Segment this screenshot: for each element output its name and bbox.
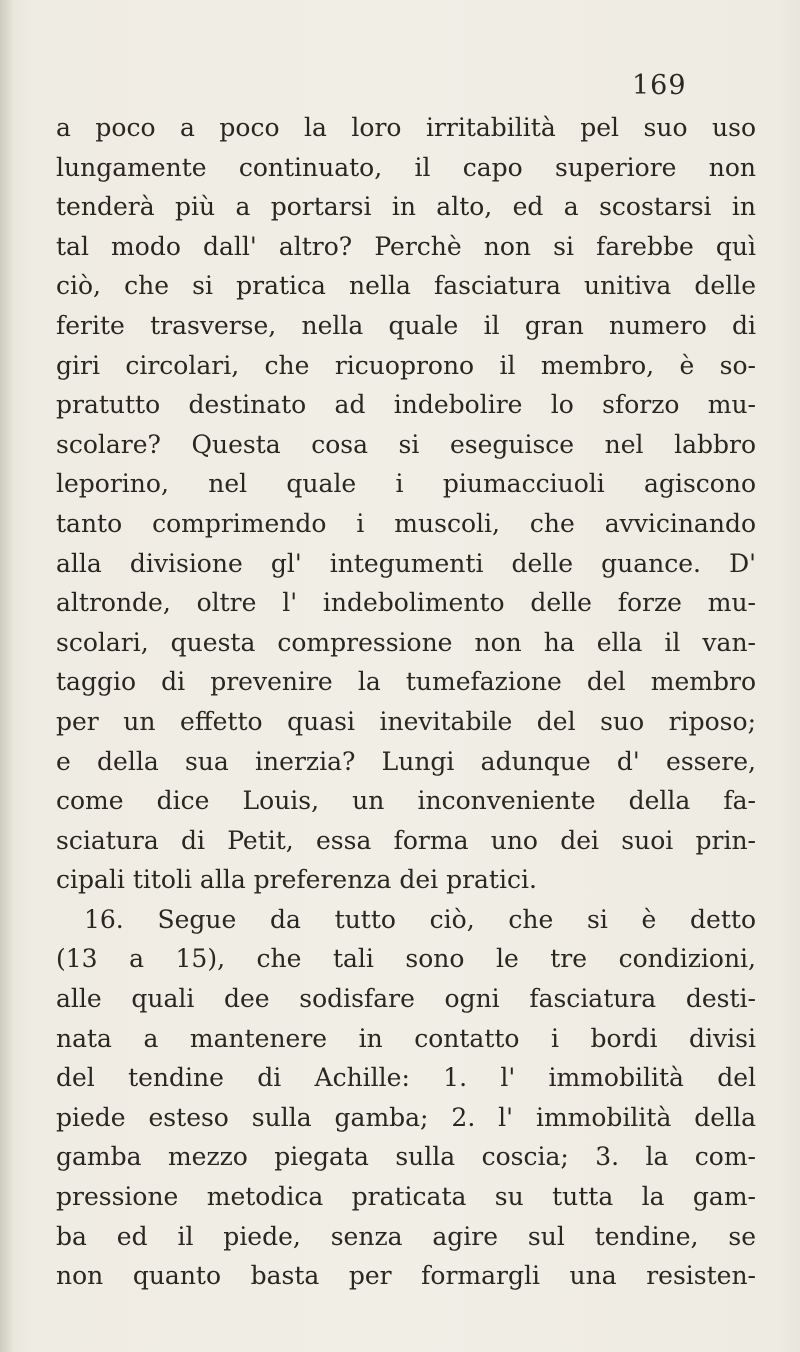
text-line: non quanto basta per formargli una resisten- bbox=[56, 1261, 756, 1291]
text-line: alla divisione gl' integumenti delle guance. D' bbox=[56, 548, 756, 578]
text-line: (13 a 15), che tali sono le tre condizioni, bbox=[56, 944, 756, 974]
text-line: nata a mantenere in contatto i bordi divisi bbox=[56, 1023, 756, 1053]
text-line: piede esteso sulla gamba; 2. l' immobilità della bbox=[56, 1102, 756, 1132]
text-line: tal modo dall' altro? Perchè non si farebbe quì bbox=[56, 231, 756, 261]
page-number: 169 bbox=[632, 70, 687, 101]
text-line: ciò, che si pratica nella fasciatura unitiva delle bbox=[56, 271, 756, 301]
text-line: gamba mezzo piegata sulla coscia; 3. la com- bbox=[56, 1142, 756, 1172]
text-line: leporino, nel quale i piumacciuoli agiscono bbox=[56, 469, 756, 499]
section-16-start-line: 16. Segue da tutto ciò, che si è detto bbox=[84, 904, 756, 934]
page-edge-shadow bbox=[0, 0, 14, 1352]
text-line: alle quali dee sodisfare ogni fasciatura desti- bbox=[56, 984, 756, 1014]
paragraph-end-line: cipali titoli alla preferenza dei pratici. bbox=[56, 865, 537, 895]
text-line: come dice Louis, un inconveniente della fa- bbox=[56, 786, 756, 816]
text-line: ba ed il piede, senza agire sul tendine, se bbox=[56, 1221, 756, 1251]
text-line: scolari, questa compressione non ha ella il van- bbox=[56, 627, 756, 657]
text-line: tenderà più a portarsi in alto, ed a scostarsi in bbox=[56, 192, 756, 222]
text-line: tanto comprimendo i muscoli, che avvicinando bbox=[56, 508, 756, 538]
text-line: a poco a poco la loro irritabilità pel suo uso bbox=[56, 113, 756, 142]
text-line: scolare? Questa cosa si eseguisce nel labbro bbox=[56, 429, 756, 459]
text-line: taggio di prevenire la tumefazione del membro bbox=[56, 667, 756, 697]
text-line: e della sua inerzia? Lungi adunque d' essere, bbox=[56, 746, 756, 776]
text-line: del tendine di Achille: 1. l' immobilità del bbox=[56, 1063, 756, 1093]
text-line: giri circolari, che ricuoprono il membro, è so- bbox=[56, 350, 756, 380]
text-line: ferite trasverse, nella quale il gran numero di bbox=[56, 310, 756, 340]
text-line: lungamente continuato, il capo superiore non bbox=[56, 152, 756, 182]
text-line: altronde, oltre l' indebolimento delle forze mu- bbox=[56, 588, 756, 618]
text-line: per un effetto quasi inevitabile del suo riposo; bbox=[56, 706, 756, 736]
body-text bbox=[56, 108, 756, 1296]
text-line: sciatura di Petit, essa forma uno dei suoi prin- bbox=[56, 825, 756, 855]
text-line: pressione metodica praticata su tutta la gam- bbox=[56, 1182, 756, 1212]
text-line: pratutto destinato ad indebolire lo sforzo mu- bbox=[56, 390, 756, 420]
